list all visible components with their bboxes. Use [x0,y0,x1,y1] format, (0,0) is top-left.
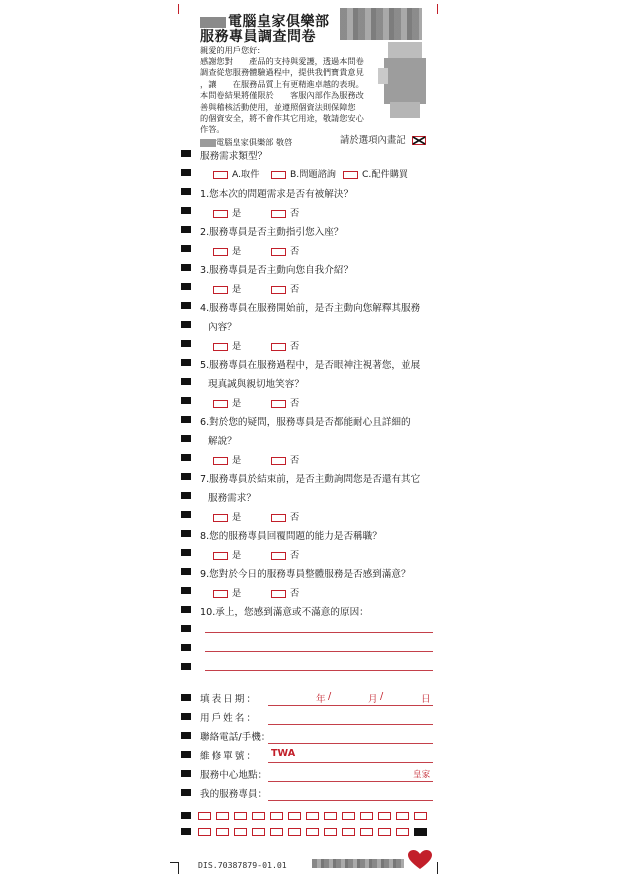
option-pickup[interactable] [213,166,259,180]
reason-line[interactable] [205,651,433,652]
option-yes[interactable] [213,452,241,466]
option-accessory[interactable] [343,166,408,180]
option-label: 是 [232,341,242,352]
code-box[interactable] [342,828,355,836]
checkbox[interactable] [213,514,228,522]
timing-mark [181,828,191,835]
code-box[interactable] [216,812,229,820]
filled-code-box [414,828,427,836]
timing-mark [181,302,191,309]
timing-mark [181,568,191,575]
checkbox[interactable] [271,457,286,465]
timing-mark [181,770,191,777]
date-slash: / [380,691,384,702]
timing-mark [181,435,191,442]
fill-date-label: 填表日期： [200,694,258,705]
question-2: 2.服務專員是否主動指引您入座？ [200,227,344,238]
timing-mark [181,751,191,758]
code-box[interactable] [378,812,391,820]
option-label: 是 [232,208,242,219]
checkbox[interactable] [271,514,286,522]
code-box[interactable] [270,828,283,836]
service-center-field[interactable] [268,781,433,782]
checkbox[interactable] [271,343,286,351]
greeting: 親愛的用戶您好: [200,45,261,55]
my-rep-label: 我的服務專員： [200,789,268,800]
checkbox[interactable] [271,210,286,218]
code-box[interactable] [198,812,211,820]
timing-mark [181,587,191,594]
crop-mark [178,4,179,14]
code-box[interactable] [324,828,337,836]
timing-mark [181,150,191,157]
timing-mark [181,378,191,385]
option-label: 否 [290,512,300,523]
question-9: 9.您對於今日的服務專員整體服務是否感到滿意？ [200,569,411,580]
page-subtitle: 服務專員調查問卷 [200,29,316,45]
code-box[interactable] [252,828,265,836]
option-yes[interactable] [213,509,241,523]
service-center-label: 服務中心地點： [200,770,268,781]
timing-mark [181,663,191,670]
my-rep-field[interactable] [268,800,433,801]
code-box[interactable] [234,812,247,820]
page-title [200,14,330,30]
date-month: 月 [368,694,378,705]
question-7-cont: 服務需求？ [208,493,256,504]
checkbox[interactable] [271,171,286,179]
intro-line: ，讓 在服務品質上有更精進卓越的表現。 [200,78,364,89]
option-label: 是 [232,550,242,561]
date-day: 日 [421,694,431,705]
blurred-mascot-image [378,40,432,120]
code-box[interactable] [216,828,229,836]
option-no[interactable] [271,205,299,219]
code-box[interactable] [252,812,265,820]
checkbox[interactable] [213,248,228,256]
intro-line: 善與稽核活動使用，並遵照個資法則保障您 [200,101,356,112]
timing-mark [181,454,191,461]
instruction [340,132,426,146]
option-yes[interactable] [213,281,241,295]
checkbox[interactable] [271,248,286,256]
checkbox[interactable] [271,400,286,408]
timing-mark [181,549,191,556]
timing-mark [181,492,191,499]
option-label: A.取件 [232,169,260,180]
option-no[interactable] [271,338,299,352]
checkbox[interactable] [271,286,286,294]
crop-mark [178,862,179,874]
option-no[interactable] [271,509,299,523]
intro-line: 本問卷結果將僅限於 客服內部作為服務改 [200,90,364,101]
option-yes[interactable] [213,338,241,352]
signature-text: 電腦皇家俱樂部 敬啓 [216,137,293,147]
checkbox[interactable] [213,171,228,179]
timing-mark [181,264,191,271]
checkbox[interactable] [213,552,228,560]
intro-line: 作答。 [200,124,225,135]
question-6: 6.對於您的疑問，服務專員是否都能耐心且詳細的 [200,417,411,428]
option-label: 否 [290,398,300,409]
timing-mark [181,416,191,423]
instruction-text: 請於選項內畫記 [340,135,406,146]
code-box[interactable] [288,828,301,836]
checkbox[interactable] [213,343,228,351]
intro-paragraph [200,56,378,136]
code-box[interactable] [270,812,283,820]
option-label: C.配件購買 [362,169,409,180]
service-center-suffix: 皇家 [413,770,431,780]
blurred-brand [200,17,226,28]
phone-field[interactable] [268,743,433,744]
user-name-field[interactable] [268,724,433,725]
timing-mark [181,226,191,233]
option-label: 否 [290,550,300,561]
code-box[interactable] [324,812,337,820]
code-box[interactable] [378,828,391,836]
code-box[interactable] [288,812,301,820]
timing-mark [181,713,191,720]
date-field[interactable] [268,705,433,706]
timing-mark [181,169,191,176]
crop-mark [437,4,438,14]
option-yes[interactable] [213,243,241,257]
code-box[interactable] [342,812,355,820]
timing-mark [181,789,191,796]
repair-no-value: TWA [271,748,296,759]
option-label: 是 [232,588,242,599]
timing-mark [181,606,191,613]
checkbox[interactable] [213,590,228,598]
code-box[interactable] [198,828,211,836]
code-box[interactable] [360,812,373,820]
timing-mark [181,359,191,366]
checkbox[interactable] [213,400,228,408]
timing-mark [181,188,191,195]
timing-mark [181,207,191,214]
question-8: 8.您的服務專員回覆問題的能力是否稱職？ [200,531,382,542]
option-yes[interactable] [213,395,241,409]
option-yes[interactable] [213,585,241,599]
option-label: 否 [290,455,300,466]
intro-line: 調查從您服務體驗過程中，提供我們寶貴意見 [200,67,364,78]
option-yes[interactable] [213,205,241,219]
checkbox[interactable] [213,286,228,294]
question-4-cont: 內容？ [208,322,237,333]
option-label: 否 [290,246,300,257]
question-5: 5.服務專員在服務過程中，是否眼神注視著您，並展 [200,360,421,371]
title-line-1: 電腦皇家俱樂部 [228,14,330,30]
blurred-barcode [312,859,404,868]
option-label: 否 [290,588,300,599]
code-box[interactable] [306,828,319,836]
repair-no-field[interactable] [268,762,433,763]
blurred-logo [340,8,422,40]
option-no[interactable] [271,281,299,295]
code-box[interactable] [360,828,373,836]
reason-line[interactable] [205,670,433,671]
timing-mark [181,644,191,651]
option-inquiry[interactable] [271,166,336,180]
option-no[interactable] [271,547,299,561]
code-box[interactable] [306,812,319,820]
question-7: 7.服務專員於結束前，是否主動詢問您是否還有其它 [200,474,421,485]
option-label: 是 [232,398,242,409]
signature [200,137,292,148]
question-1: 1.您本次的問題需求是否有被解決？ [200,189,354,200]
timing-mark [181,732,191,739]
crop-mark [437,862,438,874]
option-yes[interactable] [213,547,241,561]
timing-mark [181,625,191,632]
timing-mark [181,397,191,404]
date-slash: / [328,691,332,702]
question-6-cont: 解說？ [208,436,237,447]
option-label: 否 [290,341,300,352]
question-10: 10.承上，您感到滿意或不滿意的原因： [200,607,369,618]
option-label: 是 [232,455,242,466]
timing-mark [181,283,191,290]
checkbox[interactable] [213,210,228,218]
brand-heart-icon [408,850,432,870]
option-label: 否 [290,284,300,295]
option-no[interactable] [271,395,299,409]
blurred-brand [200,139,216,147]
intro-line: 感謝您對 產品的支持與愛護，透過本問卷 [200,56,364,66]
checkbox[interactable] [213,457,228,465]
checkbox[interactable] [271,552,286,560]
option-label: 是 [232,246,242,257]
timing-mark [181,694,191,701]
question-service-type: 服務需求類型？ [200,151,268,162]
x-mark-icon [412,136,426,145]
repair-no-label: 維修單號： [200,751,258,762]
timing-mark [181,321,191,328]
phone-label: 聯絡電話/手機： [200,732,271,743]
form-code: DIS.70387879-01.01 [198,860,287,870]
option-label: B.問題諮詢 [290,169,336,180]
question-3: 3.服務專員是否主動向您自我介紹？ [200,265,354,276]
code-box[interactable] [234,828,247,836]
question-4: 4.服務專員在服務開始前，是否主動向您解釋其服務 [200,303,421,314]
option-label: 否 [290,208,300,219]
checkbox[interactable] [271,590,286,598]
date-year: 年 [316,694,326,705]
reason-line[interactable] [205,632,433,633]
code-box[interactable] [396,812,409,820]
option-label: 是 [232,512,242,523]
user-name-label: 用戶姓名： [200,713,258,724]
option-no[interactable] [271,452,299,466]
timing-mark [181,340,191,347]
option-label: 是 [232,284,242,295]
timing-mark [181,511,191,518]
timing-mark [181,245,191,252]
option-no[interactable] [271,585,299,599]
timing-mark [181,530,191,537]
crop-mark [170,862,178,863]
timing-mark [181,812,191,819]
intro-line: 的個資安全，將不會作其它用途，敬請您安心 [200,113,364,124]
timing-mark [181,473,191,480]
code-box[interactable] [414,812,427,820]
option-no[interactable] [271,243,299,257]
question-5-cont: 現真誠與親切地笑容？ [208,379,304,390]
checkbox[interactable] [343,171,358,179]
code-box[interactable] [396,828,409,836]
